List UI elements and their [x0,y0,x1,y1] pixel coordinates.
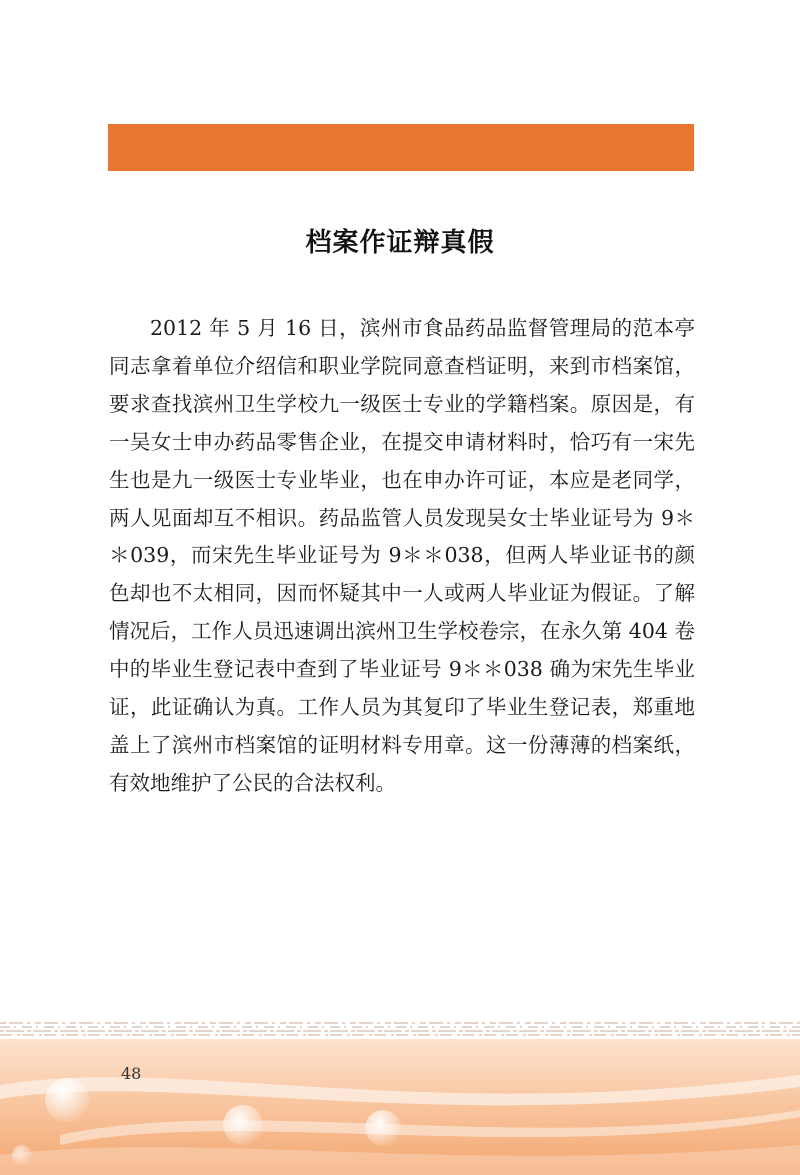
footer-decoration [0,1015,800,1175]
header-band [108,124,694,171]
article-title: 档案作证辩真假 [305,228,495,258]
page-number: 48 [121,1064,142,1083]
article-body: 2012 年 5 月 16 日，滨州市食品药品监督管理局的范本亭同志拿着单位介绍信和职业学院同意查档证明，来到市档案馆，要求查找滨州卫生学校九一级医士专业的学籍档案。原因是，有一吴女士申办药品零售企业，在提交申请材料时，恰巧有一宋先生也是九一级医士专业毕业，也在申办许可证，本应是老同学，两人见面却互不相识。药品监管人员发现吴女士毕业证号为 9＊＊039，而宋先生毕业证号为 9＊＊038，但两人毕业证书的颜色却也不太相同，因而怀疑其中一人或两人毕业证为假证。了解情况后，工作人员迅速调出滨州卫生学校卷宗，在永久第 404 卷中的毕业生登记表中查到了毕业证号 9＊＊038 确为宋先生毕业证，此证确认为真。工作人员为其复印了毕业生登记表，郑重地盖上了滨州市档案馆的证明材料专用章。这一份薄薄的档案纸，有效地维护了公民的合法权利。 [109,316,695,795]
